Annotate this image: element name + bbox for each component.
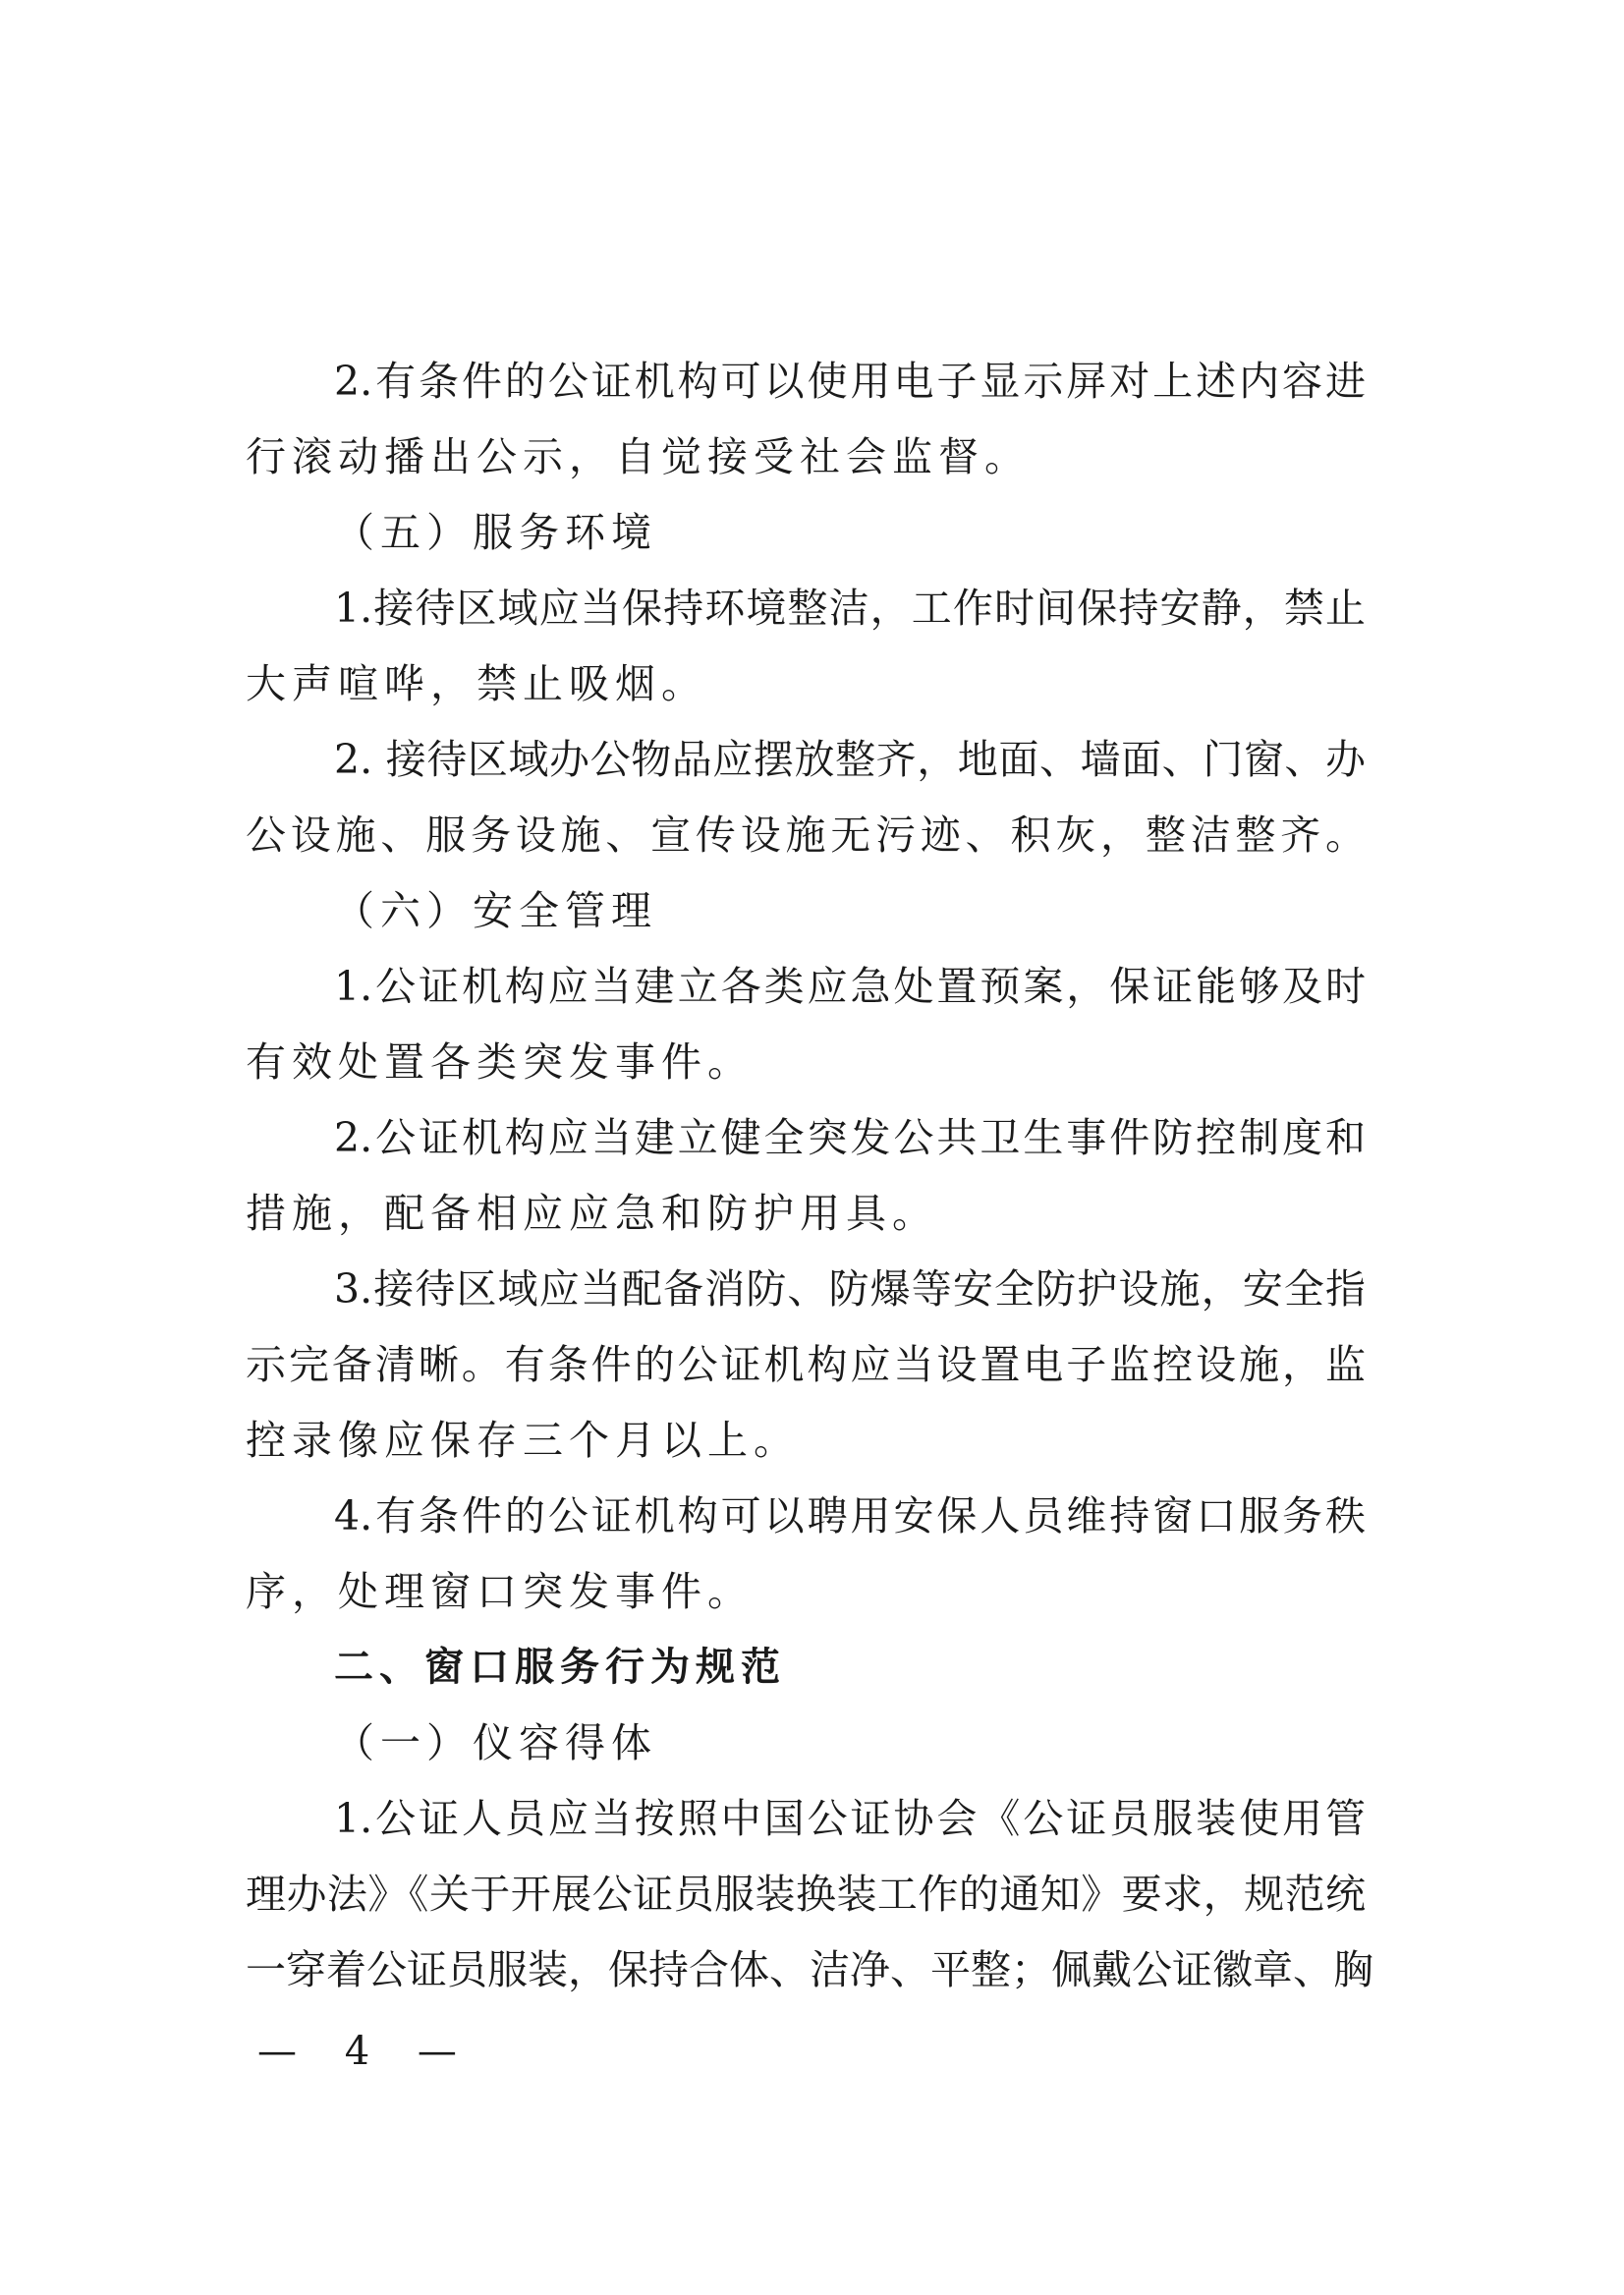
- paragraph-line: 1.接待区域应当保持环境整洁，工作时间保持安静，禁止: [334, 585, 1366, 632]
- paragraph-line: 大声喧哗，禁止吸烟。: [246, 660, 707, 707]
- chapter-heading: 二、窗口服务行为规范: [334, 1645, 786, 1690]
- section-heading: （一）仪容得体: [334, 1719, 657, 1766]
- paragraph-line: 2.公证机构应当建立健全突发公共卫生事件防控制度和: [334, 1114, 1366, 1161]
- paragraph-line: 控录像应保存三个月以上。: [246, 1417, 800, 1464]
- section-heading: （六）安全管理: [334, 887, 657, 934]
- paragraph-line: 2.有条件的公证机构可以使用电子显示屏对上述内容进: [334, 358, 1366, 405]
- paragraph-line: 1.公证人员应当按照中国公证协会《公证员服装使用管: [334, 1795, 1366, 1842]
- section-heading: （五）服务环境: [334, 509, 657, 556]
- paragraph-line: 公设施、服务设施、宣传设施无污迹、积灰，整洁整齐。: [246, 812, 1366, 859]
- paragraph-line: 序，处理窗口突发事件。: [246, 1568, 754, 1615]
- paragraph-line: 行滚动播出公示，自觉接受社会监督。: [246, 433, 1031, 480]
- paragraph-line: 措施，配备相应应急和防护用具。: [246, 1190, 938, 1237]
- paragraph-line: 1.公证机构应当建立各类应急处置预案，保证能够及时: [334, 963, 1366, 1010]
- paragraph-line: 理办法》《关于开展公证员服装换装工作的通知》要求，规范统: [246, 1871, 1366, 1918]
- paragraph-line: 3.接待区域应当配备消防、防爆等安全防护设施，安全指: [334, 1265, 1366, 1313]
- paragraph-line: 示完备清晰。有条件的公证机构应当设置电子监控设施，监: [246, 1341, 1366, 1388]
- paragraph-line: 有效处置各类突发事件。: [246, 1038, 754, 1086]
- page-number: — 4 —: [257, 2029, 475, 2074]
- paragraph-line: 2. 接待区域办公物品应摆放整齐，地面、墙面、门窗、办: [334, 736, 1366, 783]
- paragraph-line: 一穿着公证员服装，保持合体、洁净、平整；佩戴公证徽章、胸: [246, 1946, 1373, 1993]
- paragraph-line: 4.有条件的公证机构可以聘用安保人员维持窗口服务秩: [334, 1492, 1366, 1539]
